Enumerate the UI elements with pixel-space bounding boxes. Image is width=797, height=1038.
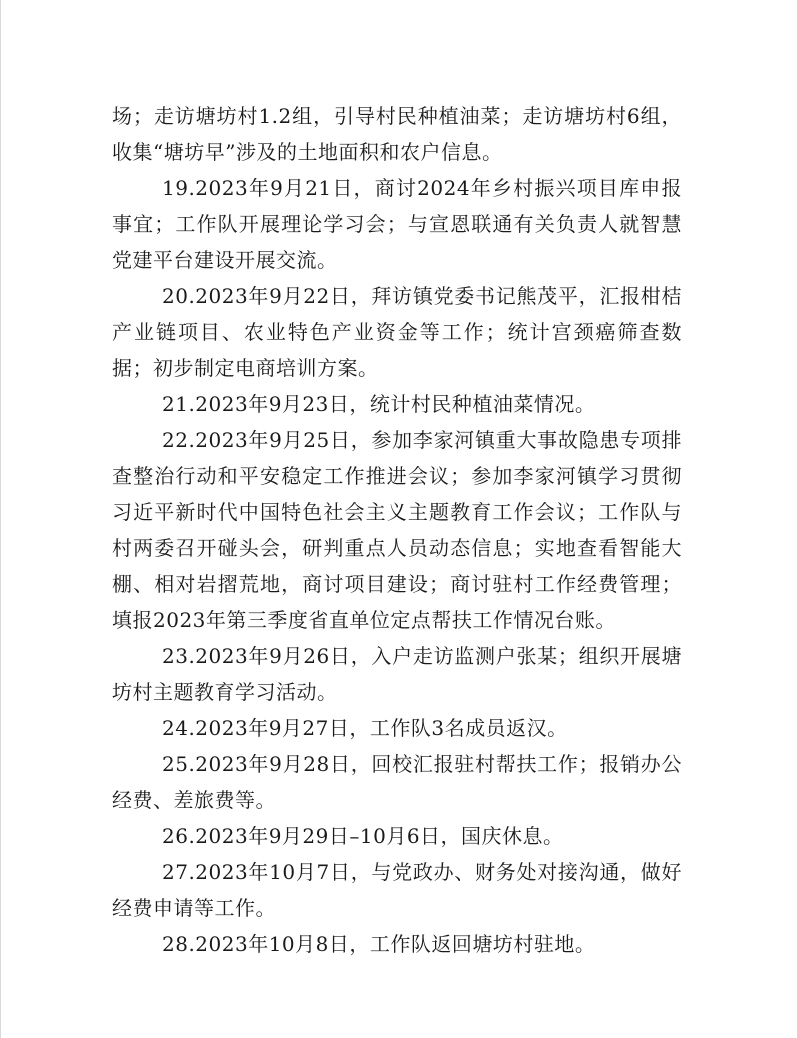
paragraph-continuation: 场；走访塘坊村1.2组，引导村民种植油菜；走访塘坊村6组，收集“塘坊早”涉及的土地面积和农户信息。 — [112, 104, 682, 164]
paragraph-item-23: 23.2023年9月26日，入户走访监测户张某；组织开展塘坊村主题教育学习活动。 — [112, 644, 682, 704]
paragraph-item-28: 28.2023年10月8日，工作队返回塘坊村驻地。 — [162, 932, 596, 956]
paragraph-item-27: 27.2023年10月7日，与党政办、财务处对接沟通，做好经费申请等工作。 — [112, 860, 682, 920]
paragraph-item-26: 26.2023年9月29日–10月6日，国庆休息。 — [162, 824, 564, 848]
paragraph-item-21: 21.2023年9月23日，统计村民种植油菜情况。 — [162, 392, 596, 416]
paragraph-item-25: 25.2023年9月28日，回校汇报驻村帮扶工作；报销办公经费、差旅费等。 — [112, 752, 682, 812]
paragraph-item-22: 22.2023年9月25日，参加李家河镇重大事故隐患专项排查整治行动和平安稳定工作推进会议；参加李家河镇学习贯彻习近平新时代中国特色社会主义主题教育工作会议；工作队与村两委召开碰头会，研判重点人员动态信息；实地查看智能大棚、相对岩摺荒地，商讨项目建设；商讨驻村工作经费管理；填报2023年第三季度省直单位定点帮扶工作情况台账。 — [112, 428, 682, 632]
paragraph-item-19: 19.2023年9月21日，商讨2024年乡村振兴项目库申报事宜；工作队开展理论学习会；与宣恩联通有关负责人就智慧党建平台建设开展交流。 — [112, 176, 682, 272]
paragraph-item-24: 24.2023年9月27日，工作队3名成员返汉。 — [162, 716, 568, 740]
paragraph-item-20: 20.2023年9月22日，拜访镇党委书记熊茂平，汇报柑桔产业链项目、农业特色产业资金等工作；统计宫颈癌筛查数据；初步制定电商培训方案。 — [112, 284, 682, 380]
document-body — [112, 98, 682, 962]
